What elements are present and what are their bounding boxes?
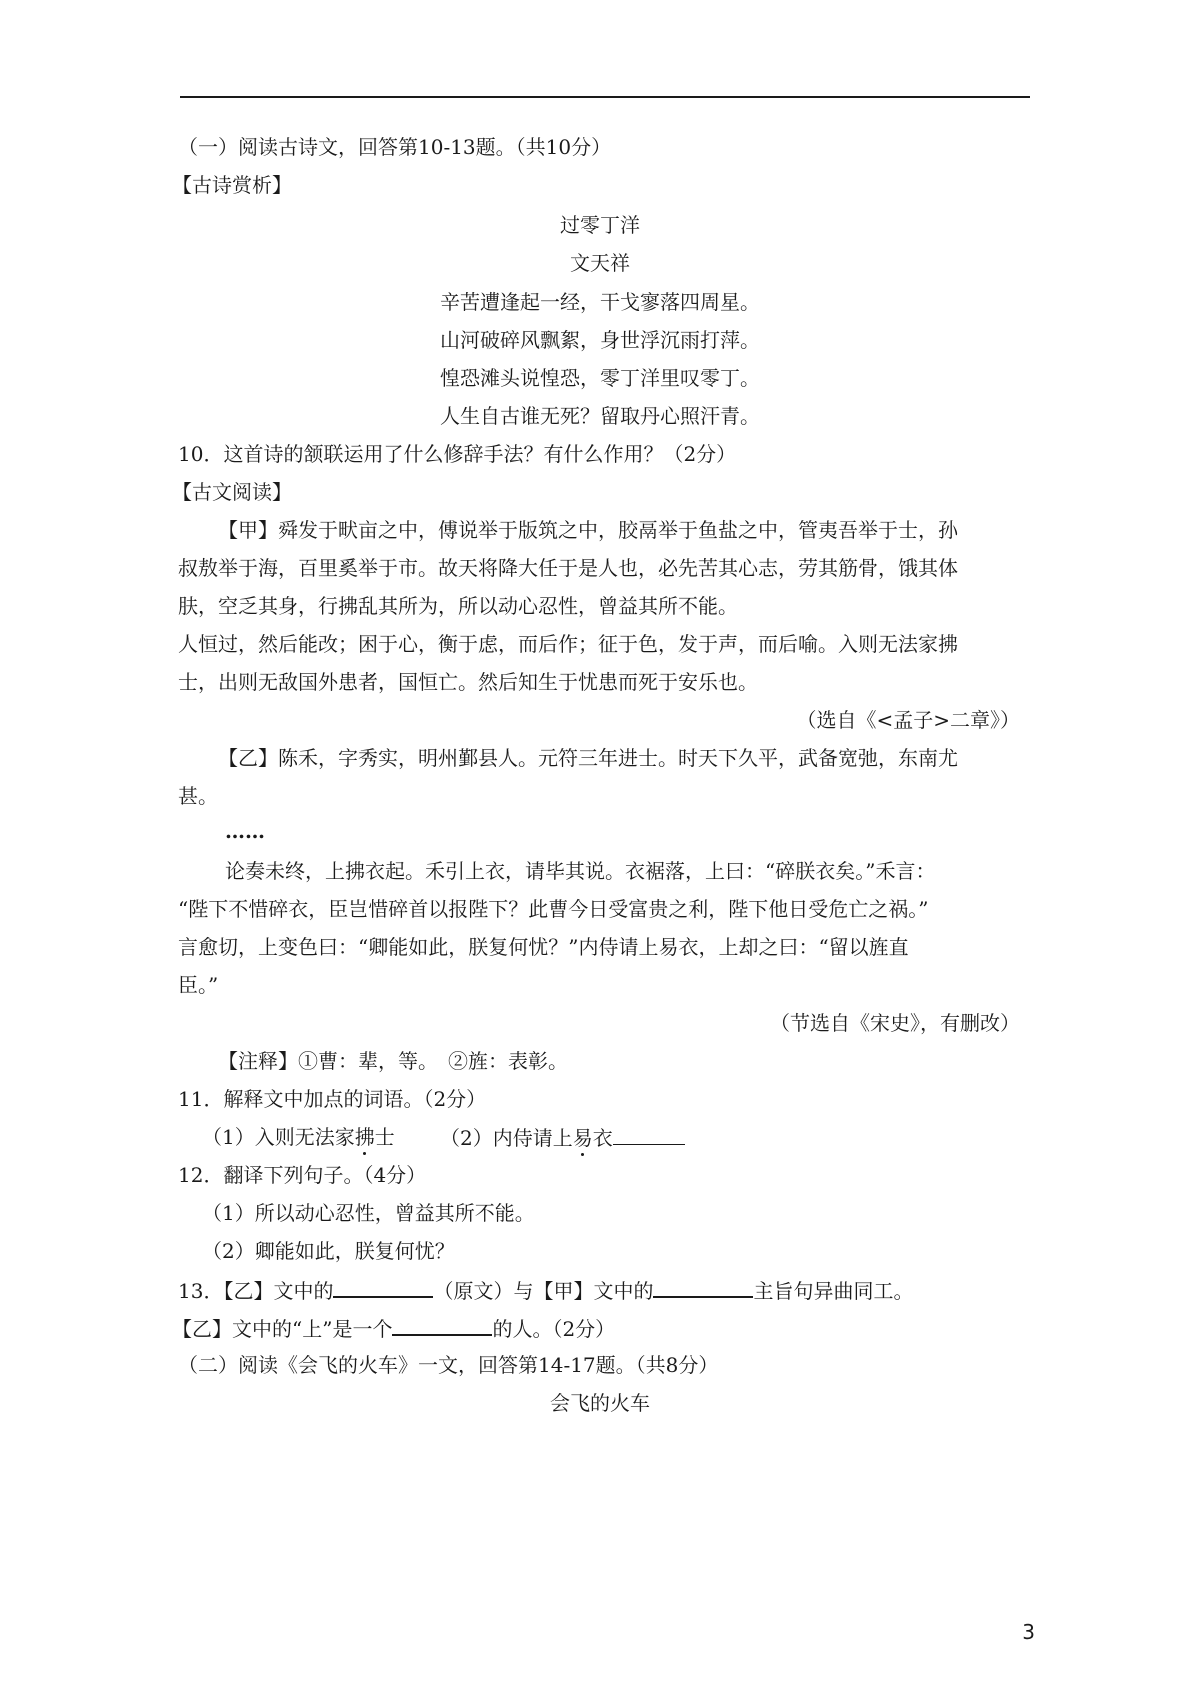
jia-line: 叔敖举于海，百里奚举于市。故天将降大任于是人也，必先苦其心志，劳其筋骨，饿其体 xyxy=(178,556,958,580)
question-11-item-1 xyxy=(202,1124,395,1150)
question-11: 11．解释文中加点的词语。（2分） xyxy=(178,1087,487,1111)
jia-source: （选自《<孟子>二章》） xyxy=(796,708,1020,732)
section1-heading: （一）阅读古诗文，回答第10-13题。（共10分） xyxy=(178,135,612,159)
q11-2-text: （2）内侍请上 xyxy=(440,1126,573,1150)
yi-line: 【乙】陈禾，字秀实，明州鄞县人。元符三年进士。时天下久平，武备宽弛，东南尤 xyxy=(218,746,958,770)
question-12-item-2: （2）卿能如此，朕复何忧？ xyxy=(202,1239,455,1263)
yi-line: 甚。 xyxy=(178,784,218,808)
poem-author: 文天祥 xyxy=(570,251,630,275)
question-13-part-2 xyxy=(172,1314,615,1342)
yi-line: 论奏未终，上拂衣起。禾引上衣，请毕其说。衣裾落，上曰：“碎朕衣矣。”禾言： xyxy=(225,859,936,883)
yi-line: 臣。” xyxy=(178,973,219,997)
q11-1-dotted: 拂 xyxy=(354,1125,375,1149)
question-11-item-2 xyxy=(440,1124,685,1151)
poem-label: 【古诗赏析】 xyxy=(172,173,292,197)
yi-line: 言愈切，上变色曰：“卿能如此，朕复何忧？”内侍请上易衣，上却之曰：“留以旌直 xyxy=(178,935,909,959)
poem-title: 过零丁洋 xyxy=(560,213,640,237)
q11-2-end: 衣 xyxy=(592,1126,613,1150)
question-10: 10．这首诗的颔联运用了什么修辞手法？有什么作用？（2分） xyxy=(178,442,737,466)
classical-label: 【古文阅读】 xyxy=(172,480,292,504)
q11-1-text: （1）入则无法家 xyxy=(202,1125,355,1149)
answer-blank[interactable] xyxy=(613,1124,685,1145)
answer-blank[interactable] xyxy=(392,1314,492,1336)
question-12-item-1: （1）所以动心忍性，曾益其所不能。 xyxy=(202,1201,535,1225)
jia-line: 肤，空乏其身，行拂乱其所为，所以动心忍性，曾益其所不能。 xyxy=(178,594,738,618)
yi-line: “陛下不惜碎衣，臣岂惜碎首以报陛下？此曹今日受富贵之利，陛下他日受危亡之祸。” xyxy=(178,897,929,921)
header-rule xyxy=(180,96,1030,98)
jia-line: 【甲】舜发于畎亩之中，傅说举于版筑之中，胶鬲举于鱼盐之中，管夷吾举于士，孙 xyxy=(218,518,958,542)
q11-2-dotted: 易 xyxy=(572,1126,593,1150)
q13-text-c: 主旨句异曲同工。 xyxy=(753,1279,914,1303)
yi-source: （节选自《宋史》，有删改） xyxy=(770,1011,1020,1035)
section2-title: 会飞的火车 xyxy=(550,1391,650,1415)
q11-1-end: 士 xyxy=(374,1125,395,1149)
page-number: 3 xyxy=(1022,1620,1035,1644)
poem-line: 辛苦遭逢起一经，干戈寥落四周星。 xyxy=(440,290,760,314)
section2-heading: （二）阅读《会飞的火车》一文，回答第14-17题。（共8分） xyxy=(178,1353,719,1377)
answer-blank[interactable] xyxy=(333,1276,433,1298)
q13-text-e: 的人。（2分） xyxy=(492,1317,616,1341)
poem-line: 人生自古谁无死？留取丹心照汗青。 xyxy=(440,404,760,428)
answer-blank[interactable] xyxy=(653,1276,753,1298)
q13-text-a: 13．【乙】文中的 xyxy=(178,1279,334,1303)
question-13 xyxy=(178,1276,913,1304)
q13-text-d: 【乙】文中的“上”是一个 xyxy=(172,1317,393,1341)
poem-line: 惶恐滩头说惶恐，零丁洋里叹零丁。 xyxy=(440,366,760,390)
q13-text-b: （原文）与【甲】文中的 xyxy=(433,1279,654,1303)
question-12: 12．翻译下列句子。（4分） xyxy=(178,1163,427,1187)
jia-line: 士，出则无敌国外患者，国恒亡。然后知生于忧患而死于安乐也。 xyxy=(178,670,758,694)
poem-line: 山河破碎风飘絮，身世浮沉雨打萍。 xyxy=(440,328,760,352)
ellipsis: …… xyxy=(225,819,265,843)
notes: 【注释】①曹：辈，等。 ②旌：表彰。 xyxy=(218,1049,568,1073)
jia-line: 人恒过，然后能改；困于心，衡于虑，而后作；征于色，发于声，而后喻。入则无法家拂 xyxy=(178,632,958,656)
